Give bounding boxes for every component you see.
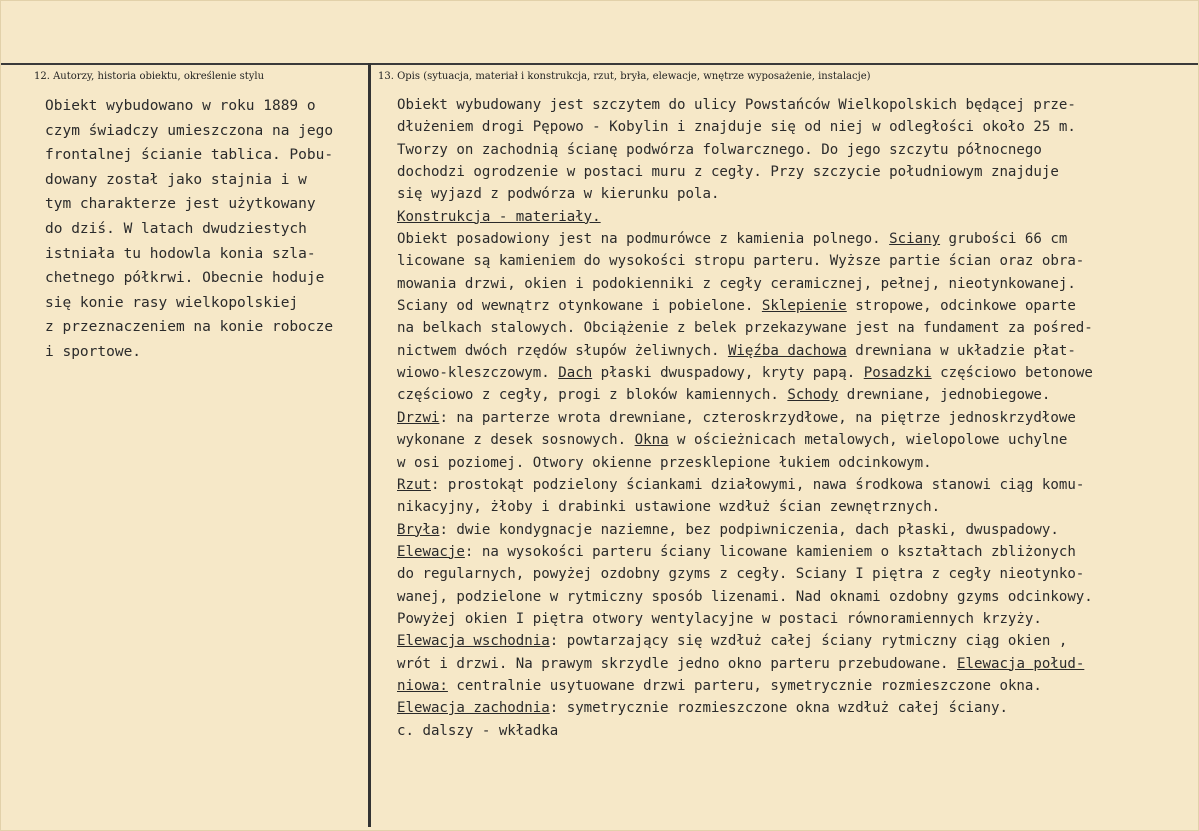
line-text: wiowo-kleszczowym. (397, 365, 550, 382)
continued-note (397, 720, 1197, 742)
term-vault: Sklepienie (761, 298, 847, 315)
term-walls: Sciany (889, 231, 941, 248)
line-text: centralnie usytuowane drzwi parteru, symetrycznie rozmieszczone okna. (447, 677, 1042, 694)
description-line (397, 407, 1197, 429)
line-text: Powyżej okien I piętra otwory wentylacyjne w postaci równoramiennych krzyży. (397, 610, 1042, 627)
line-text: licowane są kamieniem do wysokości stropu parteru. Wyższe partie ścian oraz obra- (397, 253, 1085, 270)
description-line (397, 384, 1197, 406)
line-text: Obiekt wybudowany jest szczytem do ulicy Powstańców Wielkopolskich będącej prze- (397, 97, 1076, 113)
description-line (397, 541, 1197, 563)
line-text: do regularnych, powyżej ozdobny gzyms z cegły. Sciany I piętra z cegły nieotynko- (397, 566, 1085, 583)
line-text: w osi poziomej. Otwory okienne przesklepione łukiem odcinkowym. (397, 454, 932, 471)
line-text: drewniana w układzie płat- (846, 342, 1076, 359)
history-line: do dziś. W latach dwudziestych (45, 220, 307, 237)
description-text (397, 94, 1197, 742)
term-floors: Posadzki (863, 365, 932, 382)
history-line: istniała tu hodowla konia szla- (45, 245, 316, 262)
line-text: Sciany od wewnątrz otynkowane i pobielone. (397, 298, 754, 315)
term-east-elevation: Elewacja wschodnia (397, 633, 550, 650)
history-line: czym świadczy umieszczona na jego (45, 122, 334, 139)
description-line (397, 273, 1197, 295)
term-windows: Okna (634, 432, 669, 449)
description-line (397, 228, 1197, 250)
line-text: dłużeniem drogi Pępowo - Kobylin i znajduje się od niej w odległości około 25 m. (397, 119, 1076, 136)
line-text: na belkach stalowych. Obciążenie z belek przekazywane jest na fundament za pośred- (397, 320, 1093, 337)
line-text: : powtarzający się wzdłuż całej ściany rytmiczny ciąg okien , (549, 633, 1068, 650)
line-text: wykonane z desek sosnowych. (397, 432, 627, 449)
description-line (397, 563, 1197, 585)
line-text: częściowo z cegły, progi z bloków kamiennych. (397, 387, 779, 404)
term-stairs: Schody (787, 387, 839, 404)
line-text: wanej, podzielone w rytmiczny sposób lizenami. Nad oknami ozdobny gzyms odcinkowy. (397, 588, 1093, 605)
description-line (397, 653, 1197, 675)
description-line (397, 697, 1197, 719)
description-line (397, 362, 1197, 384)
term-south-elevation-cont: niowa: (397, 677, 448, 694)
header-rule (1, 63, 1198, 65)
line-text: w ościeżnicach metalowych, wielopolowe uchylne (668, 432, 1068, 449)
term-west-elevation: Elewacja zachodnia (397, 700, 550, 717)
line-text: : dwie kondygnacje naziemne, bez podpiwniczenia, dach płaski, dwuspadowy. (439, 521, 1059, 538)
description-line (397, 519, 1197, 541)
term-plan: Rzut (397, 476, 431, 493)
line-text: Tworzy on zachodnią ścianę podwórza folwarcznego. Do jego szczytu północnego (397, 141, 1042, 158)
line-text: : na parterze wrota drewniane, czteroskrzydłowe, na piętrze jednoskrzydłowe (439, 409, 1076, 426)
description-line (397, 675, 1197, 697)
description-line (397, 183, 1197, 205)
line-text: się wyjazd z podwórza w kierunku pola. (397, 186, 720, 203)
description-line (397, 452, 1197, 474)
line-text: nictwem dwóch rzędów słupów żeliwnych. (397, 342, 720, 359)
history-line: i sportowe. (45, 343, 142, 360)
section-heading-construction: Konstrukcja - materiały. (397, 208, 601, 225)
term-elevations: Elewacje (397, 543, 465, 560)
description-line (397, 206, 1197, 228)
description-line (397, 94, 1197, 116)
description-line (397, 317, 1197, 339)
description-line (397, 116, 1197, 138)
history-line: Obiekt wybudowano w roku 1889 o (45, 98, 316, 114)
description-line (397, 608, 1197, 630)
term-roof-truss: Więźba dachowa (727, 342, 847, 359)
line-text: dochodzi ogrodzenie w postaci muru z cegły. Przy szczycie południowym znajduje (397, 164, 1059, 181)
history-line: tym charakterze jest użytkowany (45, 196, 316, 213)
line-text: wrót i drzwi. Na prawym skrzydle jedno okno parteru przebudowane. (397, 655, 949, 672)
line-text: płaski dwuspadowy, kryty papą. (592, 365, 864, 382)
description-line (397, 474, 1197, 496)
header-description: 13. Opis (sytuacja, materiał i konstrukcja, rzut, bryła, elewacje, wnętrze wyposażenie, instalacje) (378, 71, 871, 82)
line-text: Obiekt posadowiony jest na podmurówce z kamienia polnego. (397, 231, 890, 248)
history-line: dowany został jako stajnia i w (45, 171, 307, 188)
term-south-elevation: Elewacja połud- (957, 655, 1085, 672)
line-text: mowania drzwi, okien i podokienniki z cegły ceramicznej, pełnej, nieotynkowanej. (397, 275, 1076, 292)
history-line: z przeznaczeniem na konie robocze (45, 319, 334, 336)
line-text: : prostokąt podzielony ściankami działowymi, nawa środkowa stanowi ciąg komu- (430, 476, 1085, 493)
description-line (397, 630, 1197, 652)
term-doors: Drzwi (397, 409, 440, 426)
line-text: : na wysokości parteru ściany licowane kamieniem o kształtach zbliżonych (464, 543, 1076, 560)
line-text: c. dalszy - wkładka (397, 722, 559, 739)
line-text: drewniane, jednobiegowe. (838, 387, 1051, 404)
history-line: chetnego półkrwi. Obecnie hoduje (45, 270, 325, 287)
line-text: częściowo betonowe (931, 365, 1093, 382)
description-line (397, 161, 1197, 183)
description-line (397, 340, 1197, 362)
header-authors-history: 12. Autorzy, historia obiektu, określenie stylu (34, 71, 265, 82)
description-line (397, 496, 1197, 518)
description-line (397, 586, 1197, 608)
description-line (397, 139, 1197, 161)
description-line (397, 429, 1197, 451)
history-line: się konie rasy wielkopolskiej (45, 294, 299, 311)
history-line: frontalnej ścianie tablica. Pobu- (45, 147, 334, 164)
line-text: : symetrycznie rozmieszczone okna wzdłuż całej ściany. (549, 700, 1008, 717)
line-text: grubości 66 cm (940, 231, 1068, 248)
description-line (397, 295, 1197, 317)
line-text: stropowe, odcinkowe oparte (846, 298, 1076, 315)
description-line (397, 250, 1197, 272)
term-massing: Bryła (397, 521, 440, 538)
history-text (45, 94, 375, 365)
term-roof: Dach (558, 365, 593, 382)
line-text: nikacyjny, żłoby i drabinki ustawione wzdłuż ścian zewnętrznych. (397, 499, 941, 516)
